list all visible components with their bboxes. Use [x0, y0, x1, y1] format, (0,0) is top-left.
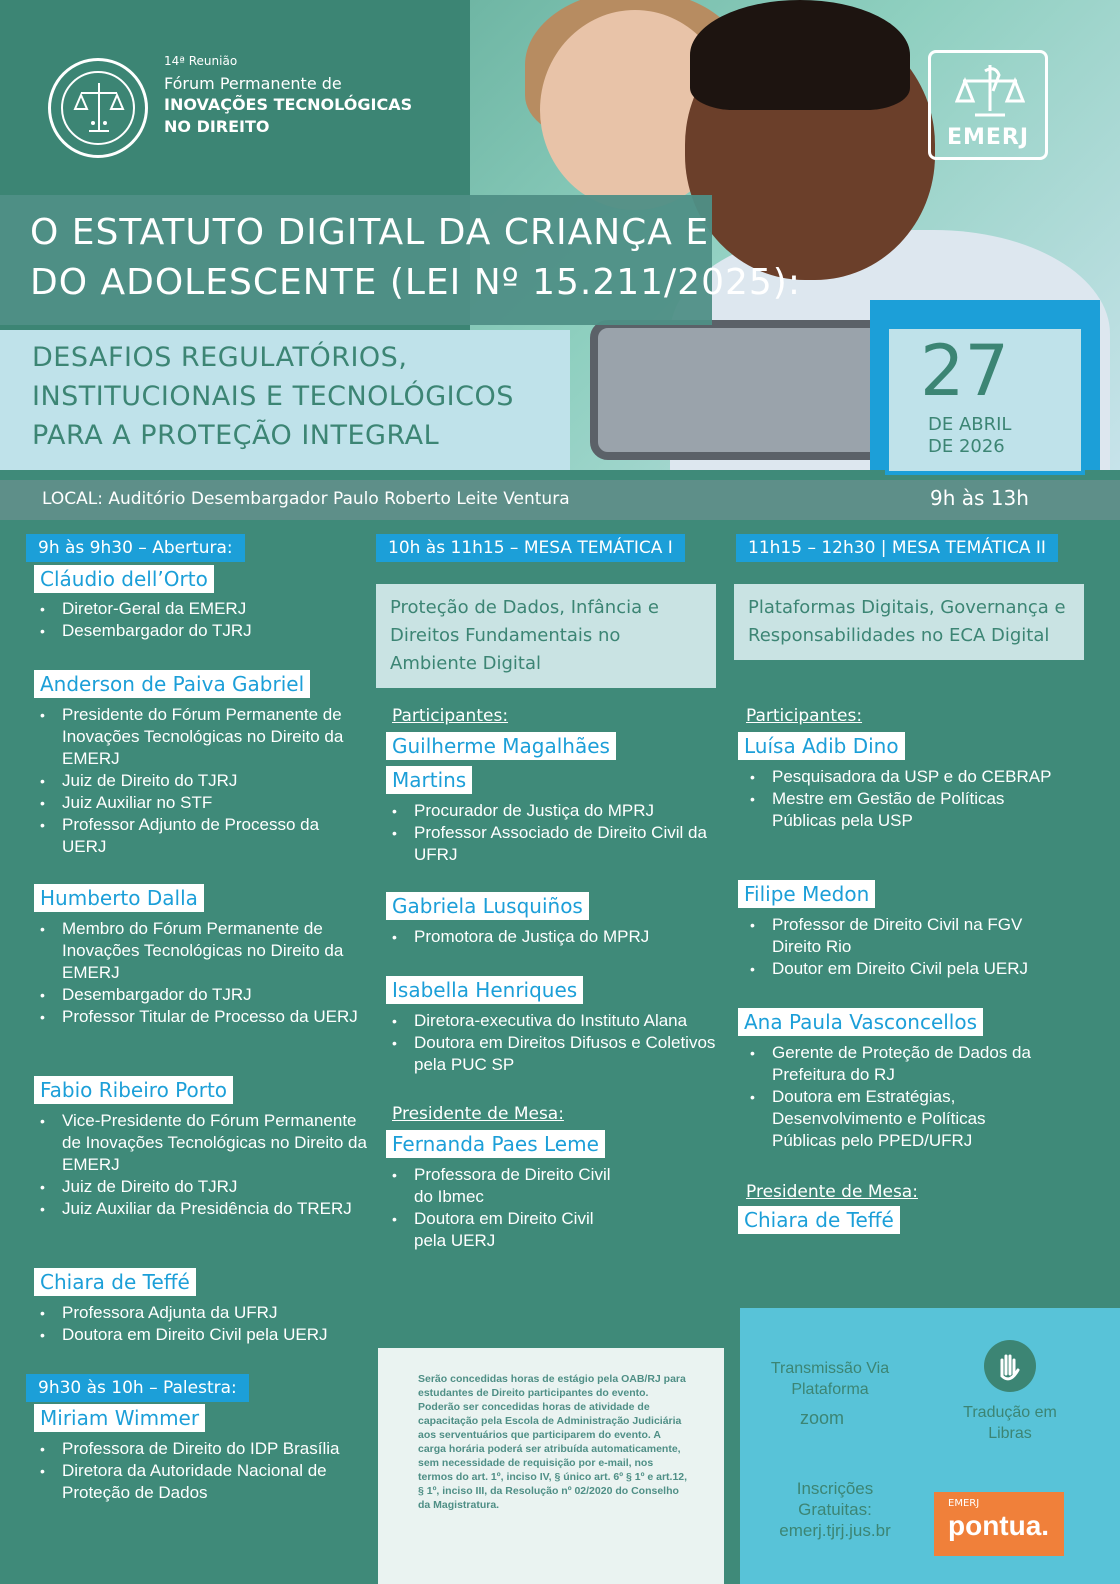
speaker-name: Luísa Adib Dino — [738, 732, 905, 760]
speaker-name: Guilherme Magalhães — [386, 732, 616, 760]
certification-note: Serão concedidas horas de estágio pela OAB/RJ para estudantes de Direito participantes do evento. Poderão ser concedidas horas de atividade de capacitação pela Escola de Administração Judiciária aos serventuários que participarem do evento. A carga horária poderá ser atribuída automaticamente, sem necessidade de requisição por e-mail, nos termos do art. 1º, inciso IV, § único art. 6º § 1º e art.12, § 1º, inciso III, da Resolução nº 02/2020 do Conselho da Magistratura. — [418, 1373, 688, 1511]
speaker-credentials: • Gerente de Proteção de Dados da Prefeitura do RJ • Doutora em Estratégias, Desenvolvimento e Políticas Públicas pelo PPED/UFRJ — [744, 1042, 1054, 1152]
speaker-name: Isabella Henriques — [386, 976, 583, 1004]
speaker-credentials: • Vice-Presidente do Fórum Permanente de Inovações Tecnológicas no Direito da EMERJ • Juiz de Direito do TJRJ • Juiz Auxiliar da Presidência do TRERJ — [34, 1110, 374, 1220]
date-day: 27 — [920, 330, 1010, 412]
participants-label: Participantes: — [746, 706, 863, 726]
speaker-name: Humberto Dalla — [34, 884, 204, 912]
emerj-logo — [928, 50, 1048, 160]
speaker-name: Filipe Medon — [738, 880, 875, 908]
zoom-logo: zoom — [800, 1408, 845, 1428]
meeting-number: 14ª Reunião — [164, 54, 238, 68]
event-subtitle: DESAFIOS REGULATÓRIOS, — [32, 342, 408, 373]
speaker-credentials: • Professora de Direito Civil do Ibmec • Doutora em Direito Civil pela UERJ — [386, 1164, 616, 1252]
speaker-credentials: • Pesquisadora da USP e do CEBRAP • Mestre em Gestão de Políticas Públicas pela USP — [744, 766, 1064, 832]
pontua-logo: EMERJ pontua. — [934, 1492, 1064, 1556]
scales-icon — [955, 61, 1025, 123]
broadcast-info: Transmissão Via Plataforma — [770, 1360, 890, 1398]
participants-label: Participantes: — [392, 706, 509, 726]
location-text: LOCAL: Auditório Desembargador Paulo Roberto Leite Ventura — [42, 489, 570, 509]
speaker-name: Fabio Ribeiro Porto — [34, 1076, 233, 1104]
speaker-name: Cláudio dell’Orto — [34, 565, 214, 593]
date-month: DE ABRIL — [928, 414, 1012, 435]
forum-name: INOVAÇÕES TECNOLÓGICAS — [164, 95, 413, 114]
president-label: Presidente de Mesa: — [746, 1182, 918, 1202]
emerj-wordmark: EMERJ — [946, 125, 1030, 150]
speaker-credentials: • Professora Adjunta da UFRJ • Doutora em Direito Civil pela UERJ — [34, 1302, 374, 1346]
theme-box: Plataformas Digitais, Governança e Responsabilidades no ECA Digital — [734, 584, 1084, 660]
session-header: 9h30 às 10h – Palestra: — [26, 1374, 249, 1402]
speaker-name: Chiara de Teffé — [738, 1206, 900, 1234]
scales-icon — [71, 79, 127, 139]
registration-link[interactable]: emerj.tjrj.jus.br — [779, 1521, 891, 1540]
event-title: O ESTATUTO DIGITAL DA CRIANÇA E — [30, 212, 710, 253]
speaker-credentials: • Presidente do Fórum Permanente de Inovações Tecnológicas no Direito da EMERJ • Juiz de Direito do TJRJ • Juiz Auxiliar no STF • Professor Adjunto de Processo da UERJ — [34, 704, 364, 858]
event-time: 9h às 13h — [930, 486, 1029, 510]
speaker-name: Fernanda Paes Leme — [386, 1130, 605, 1158]
speaker-credentials: • Diretor-Geral da EMERJ • Desembargador do TJRJ — [34, 598, 364, 642]
speaker-name: Anderson de Paiva Gabriel — [34, 670, 310, 698]
event-title: DO ADOLESCENTE (LEI Nº 15.211/2025): — [30, 262, 801, 303]
speaker-name: Miriam Wimmer — [34, 1404, 205, 1432]
president-label: Presidente de Mesa: — [392, 1104, 564, 1124]
session-header: 10h às 11h15 – MESA TEMÁTICA I — [376, 534, 685, 562]
speaker-credentials: • Professor de Direito Civil na FGV Direito Rio • Doutor em Direito Civil pela UERJ — [744, 914, 1074, 980]
libras-info: Tradução em Libras — [963, 1404, 1057, 1442]
event-subtitle: PARA A PROTEÇÃO INTEGRAL — [32, 420, 440, 451]
forum-name: Fórum Permanente de — [164, 74, 342, 93]
sign-language-icon — [984, 1340, 1036, 1392]
forum-logo — [48, 58, 148, 158]
speaker-credentials: • Promotora de Justiça do MPRJ — [386, 926, 726, 948]
date-year: DE 2026 — [928, 436, 1005, 457]
speaker-name: Martins — [386, 766, 472, 794]
speaker-credentials: • Membro do Fórum Permanente de Inovações Tecnológicas no Direito da EMERJ • Desembargador do TJRJ • Professor Titular de Processo da UERJ — [34, 918, 364, 1028]
speaker-name: Gabriela Lusquiños — [386, 892, 589, 920]
registration-info: Inscrições Gratuitas: emerj.tjrj.jus.br — [760, 1478, 910, 1541]
session-header: 11h15 – 12h30 | MESA TEMÁTICA II — [736, 534, 1058, 562]
speaker-name: Chiara de Teffé — [34, 1268, 196, 1296]
speaker-credentials: • Diretora-executiva do Instituto Alana • Doutora em Direitos Difusos e Coletivos pela PUC SP — [386, 1010, 731, 1076]
event-subtitle: INSTITUCIONAIS E TECNOLÓGICOS — [32, 381, 514, 412]
speaker-name: Ana Paula Vasconcellos — [738, 1008, 983, 1036]
forum-name: NO DIREITO — [164, 117, 270, 136]
theme-box: Proteção de Dados, Infância e Direitos Fundamentais no Ambiente Digital — [376, 584, 716, 688]
speaker-credentials: • Professora de Direito do IDP Brasília • Diretora da Autoridade Nacional de Proteção de Dados — [34, 1438, 354, 1504]
speaker-credentials: • Procurador de Justiça do MPRJ • Professor Associado de Direito Civil da UFRJ — [386, 800, 726, 866]
session-header: 9h às 9h30 – Abertura: — [26, 534, 245, 562]
